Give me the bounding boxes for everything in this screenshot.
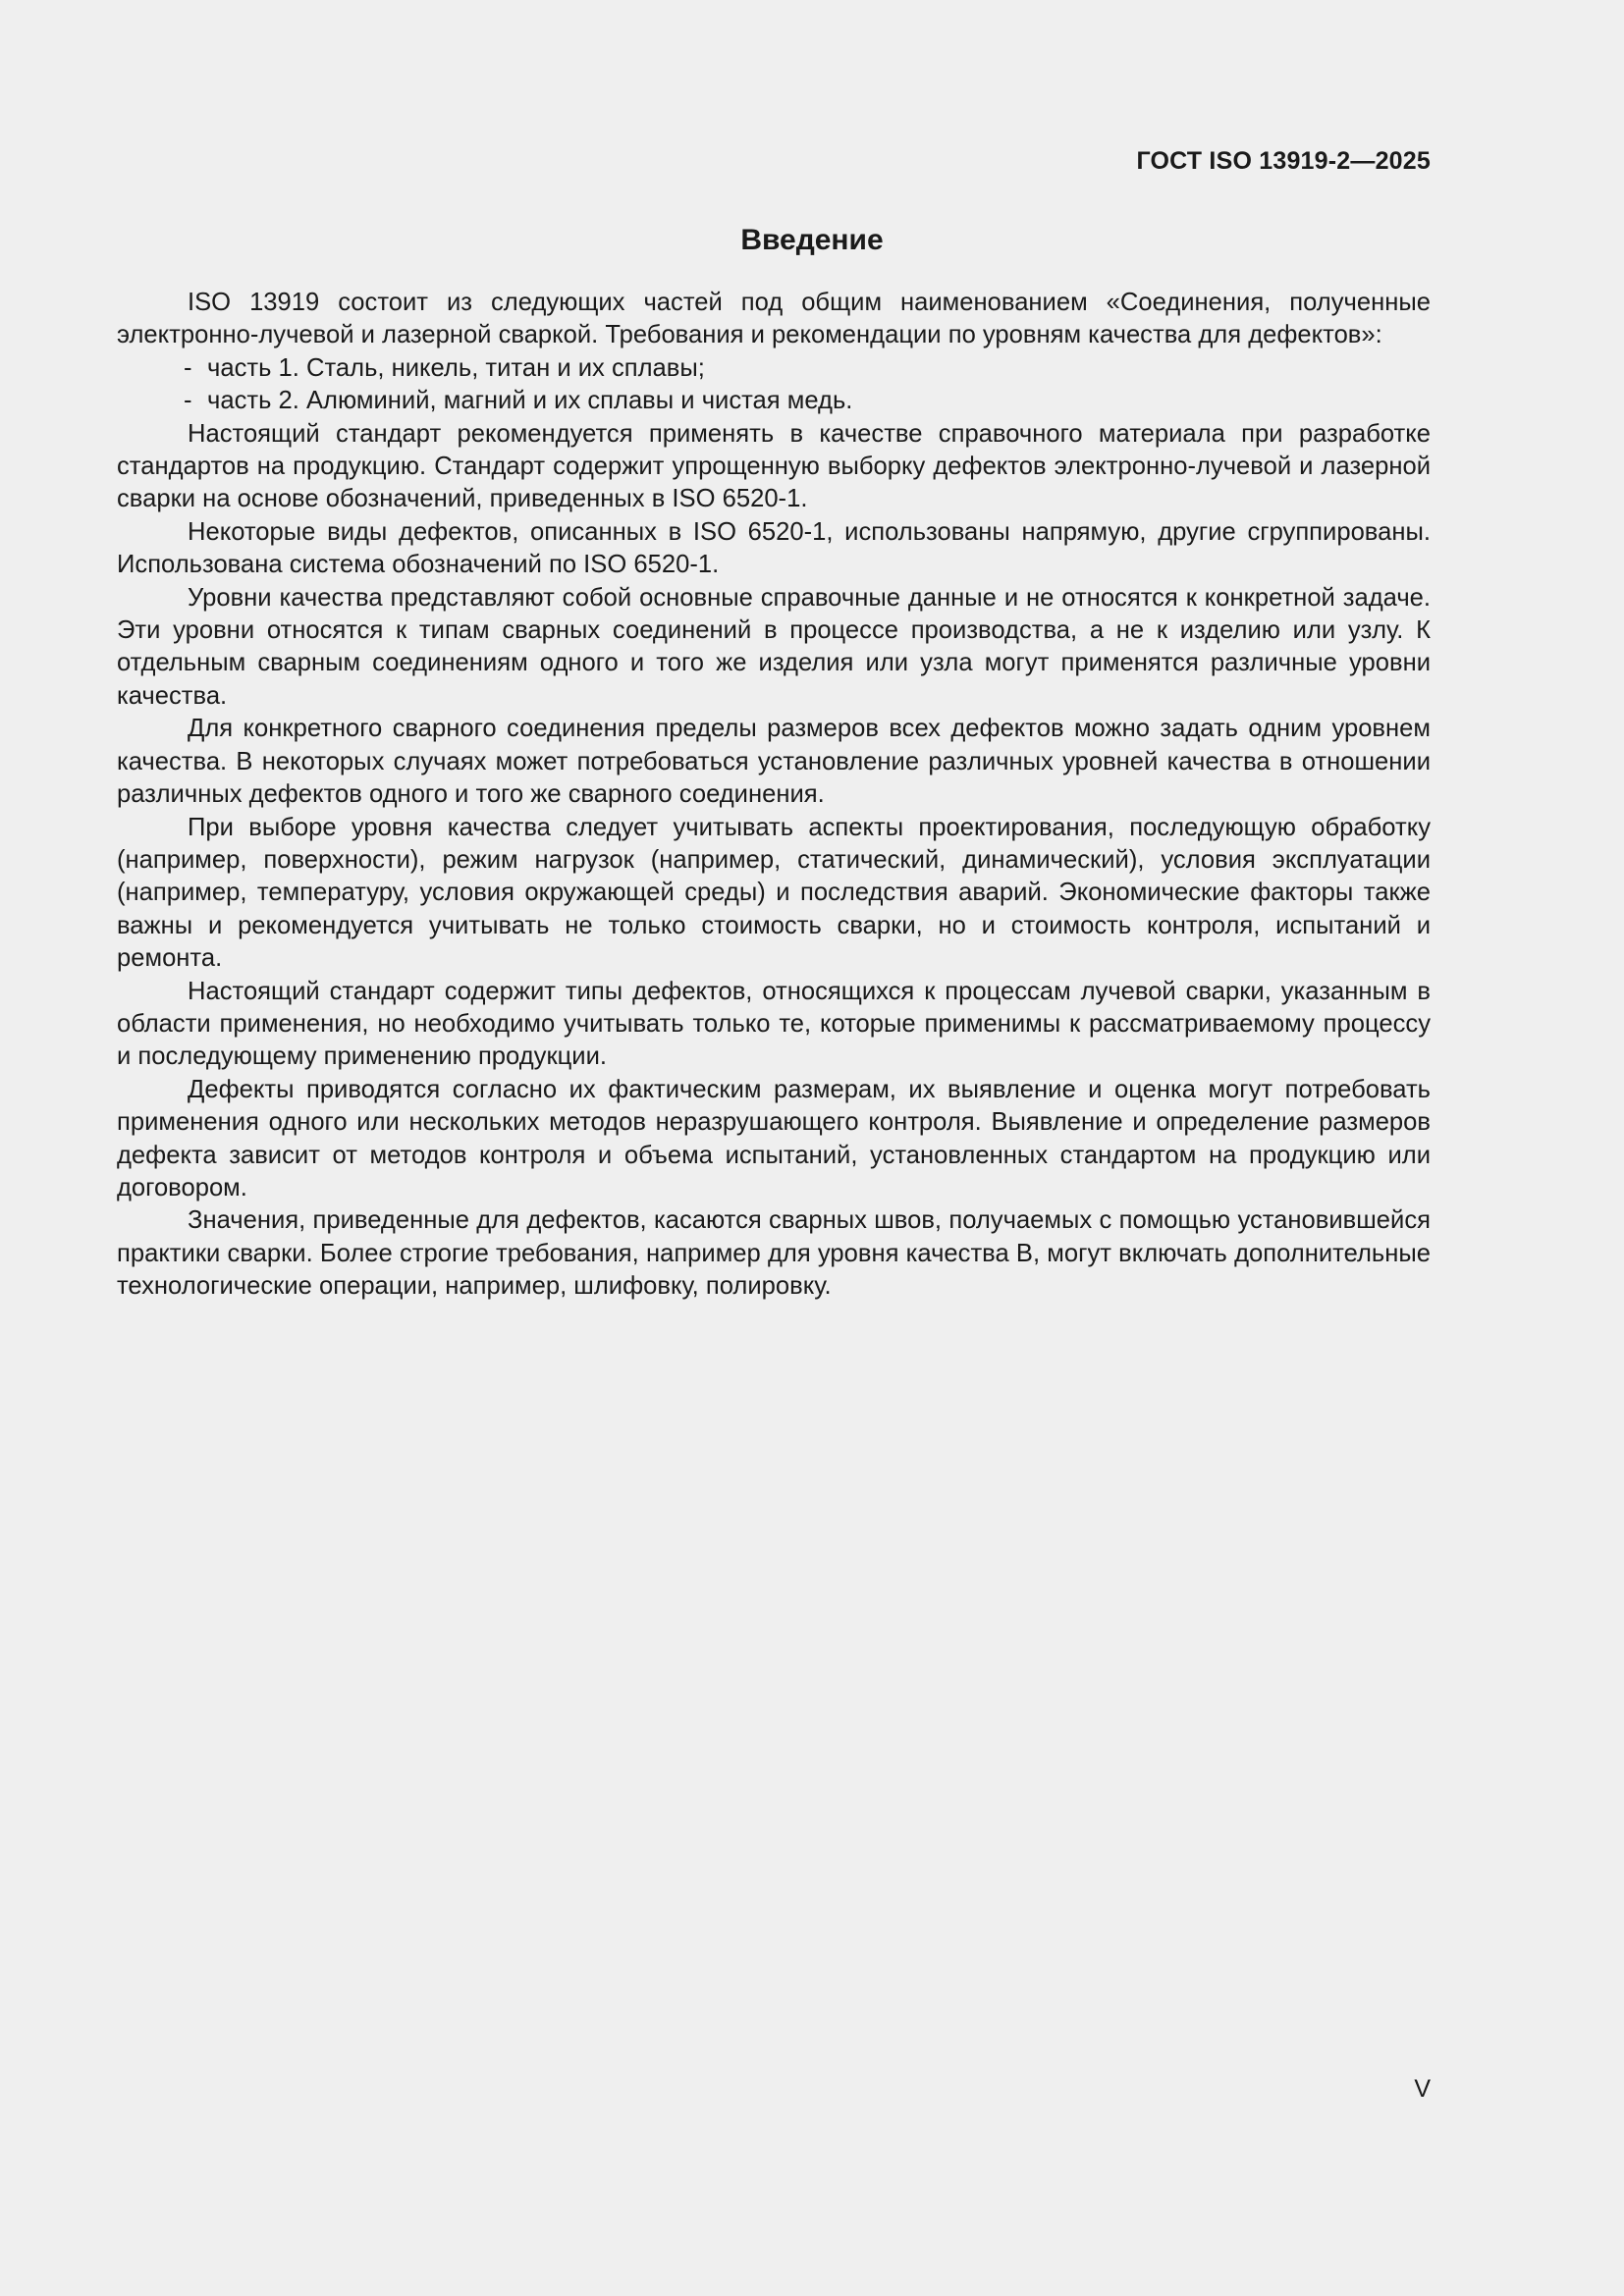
paragraph: Уровни качества представляют собой основные справочные данные и не относятся к конкретной задаче. Эти уровни относятся к типам сварных соединений в процессе производства, а не к изделию или узлу. К отдельным сварным соединениям одного и того же изделия или узла могут применятся различные уровни качества. [117, 583, 1431, 710]
paragraph: Дефекты приводятся согласно их фактическим размерам, их выявление и оценка могут потребовать применения одного или нескольких методов неразрушающего контроля. Выявление и определение размеров дефекта зависит от методов контроля и объема испытаний, установленных стандартом на продукцию или договором. [117, 1075, 1431, 1201]
list-item [117, 352, 1431, 385]
list-item-text: часть 1. Сталь, никель, титан и их сплавы; [207, 353, 705, 382]
list-item [117, 385, 1431, 417]
paragraph: Настоящий стандарт рекомендуется применять в качестве справочного материала при разработке стандартов на продукцию. Стандарт содержит упрощенную выборку дефектов электронно-лучевой и лазерной сварки на основе обозначений, приведенных в ISO 6520-1. [117, 419, 1431, 513]
paragraph: Значения, приведенные для дефектов, касаются сварных швов, получаемых с помощью установившейся практики сварки. Более строгие требования, например для уровня качества B, могут включать дополнительные технологические операции, например, шлифовку, полировку. [117, 1206, 1431, 1301]
document-code: ГОСТ ISO 13919-2—2025 [1136, 147, 1431, 175]
body-text [117, 287, 1431, 1304]
paragraph: Настоящий стандарт содержит типы дефектов, относящихся к процессам лучевой сварки, указанным в области применения, но необходимо учитывать только те, которые применимы к рассматриваемому процессу и последующему применению продукции. [117, 977, 1431, 1071]
list-item-text: часть 2. Алюминий, магний и их сплавы и чистая медь. [207, 387, 853, 415]
list-dash: - [184, 353, 192, 382]
paragraph: При выборе уровня качества следует учитывать аспекты проектирования, последующую обработку (например, поверхности), режим нагрузок (например, статический, динамический), условия эксплуатации (например, температуру, условия окружающей среды) и последствия аварий. Экономические факторы также важны и рекомендуется учитывать не только стоимость сварки, но и стоимость контроля, испытаний и ремонта. [117, 813, 1431, 973]
list-dash: - [184, 387, 192, 415]
paragraph: Для конкретного сварного соединения пределы размеров всех дефектов можно задать одним уровнем качества. В некоторых случаях может потребоваться установление различных уровней качества в отношении различных дефектов одного и того же сварного соединения. [117, 715, 1431, 809]
section-title: Введение [740, 224, 884, 256]
intro-paragraph: ISO 13919 состоит из следующих частей под общим наименованием «Соединения, полученные электронно-лучевой и лазерной сваркой. Требования и рекомендации по уровням качества для дефектов»: [117, 289, 1431, 349]
page-number: V [1414, 2075, 1431, 2103]
paragraph: Некоторые виды дефектов, описанных в ISO 6520-1, использованы напрямую, другие сгруппированы. Использована система обозначений по ISO 6520-1. [117, 517, 1431, 579]
